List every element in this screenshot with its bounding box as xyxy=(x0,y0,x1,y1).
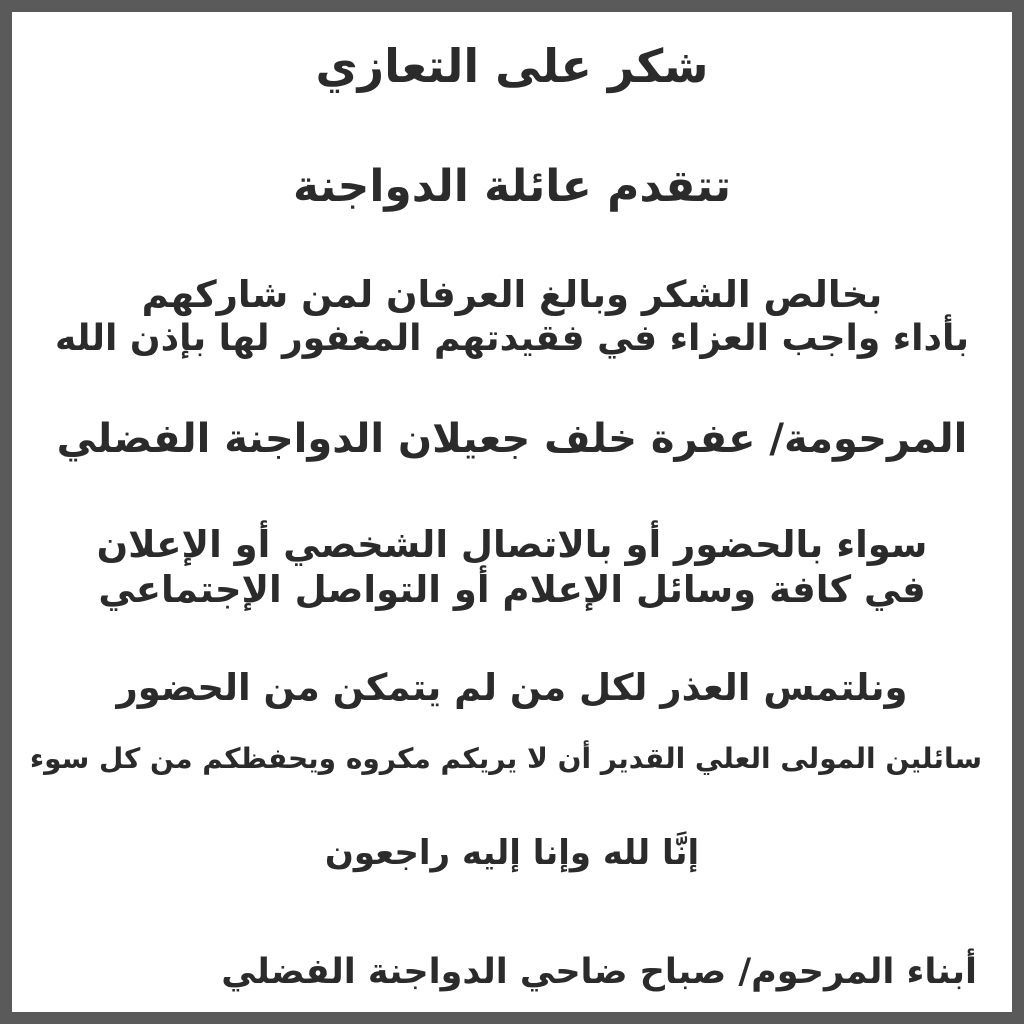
notice-title: شكر على التعازي xyxy=(315,39,709,93)
prayer-line: سائلين المولى العلي القدير أن لا يريكم مكروه ويحفظكم من كل سوء xyxy=(29,742,982,775)
thanks-line-2: بأداء واجب العزاء في فقيدتهم المغفور لها بإذن الله xyxy=(54,318,970,359)
thanks-line-1: بخالص الشكر وبالغ العرفان لمن شاركهم xyxy=(141,273,883,316)
apology-line: ونلتمس العذر لكل من لم يتمكن من الحضور xyxy=(116,666,908,709)
deceased-name-line: المرحومة/ عفرة خلف جعيلان الدواجنة الفضلي xyxy=(56,416,968,462)
signature-line: أبناء المرحوم/ صباح ضاحي الدواجنة الفضلي xyxy=(221,952,977,992)
condolence-means-line-2: في كافة وسائل الإعلام أو التواصل الإجتماعي xyxy=(98,568,926,611)
family-line: تتقدم عائلة الدواجنة xyxy=(292,161,731,212)
condolence-means-line-1: سواء بالحضور أو بالاتصال الشخصي أو الإعلان xyxy=(96,523,928,566)
quran-verse-line: إنَّا لله وإنا إليه راجعون xyxy=(324,833,700,873)
